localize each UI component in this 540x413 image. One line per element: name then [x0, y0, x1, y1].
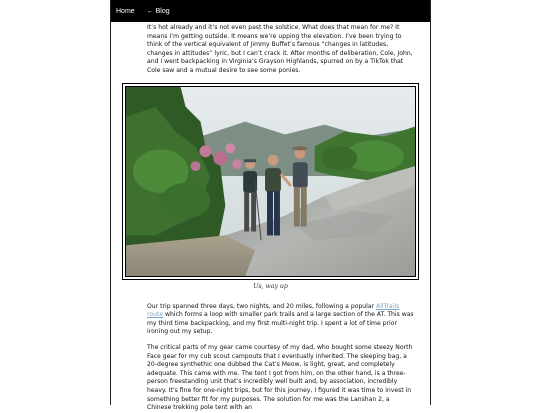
intro-paragraph: It’s hot already and it’s not even past the solstice. What does that mean for me? It means I’m getting outside. It means we’re upping the elevation. I’ve been trying to think of the vertical equivalent of Jimmy Buffet’s famous “changes in latitudes, changes in attitudes” lyric, but I can’t crack it. After months of deliberation, Cole, John, and I went backpacking in Virginia’s Grayson Highlands, spurred on by a TikTok that Cole saw and a mutual desire to see some ponies. [147, 24, 413, 74]
top-nav-bar [111, 0, 430, 22]
trip-paragraph [147, 303, 415, 337]
nav-blog-link[interactable]: ← Blog [146, 7, 170, 15]
hikers-photo [125, 86, 416, 277]
nav-home-link[interactable]: Home [116, 7, 135, 15]
gear-paragraph: The critical parts of my gear came courtesy of my dad, who bought some steezy North Face gear for my cub scout campouts that I eventually inherited. The sleeping bag, a 20-degree synthethic one dubbed the Cat’s Meow, is light, great, and completely adequate. This came with me. The tent I got from him, on the other hand, is a three-person freestanding unit that’s incredibly well built and, by association, incredibly heavy. It’s fine for one-night trips, but for this journey, I figured it was time to invest in something better fit for my purposes. The solution for me was the Lanshan 2, a Chinese trekking pole tent with an [147, 343, 413, 412]
page-frame [110, 0, 431, 412]
photo-frame [122, 83, 419, 280]
article-content [111, 22, 415, 413]
trip-text-before: Our trip spanned three days, two nights, and 20 miles, following a popular [147, 302, 377, 310]
photo-caption: Us, way up [253, 282, 288, 290]
trip-text-after: which forms a loop with smaller park trails and a large section of the AT. This was my third time backpacking, and my first multi-night trip. I spent a lot of time prior ironing out my setup. [147, 311, 414, 336]
alltrails-route-link[interactable]: AllTrails route [147, 302, 400, 319]
